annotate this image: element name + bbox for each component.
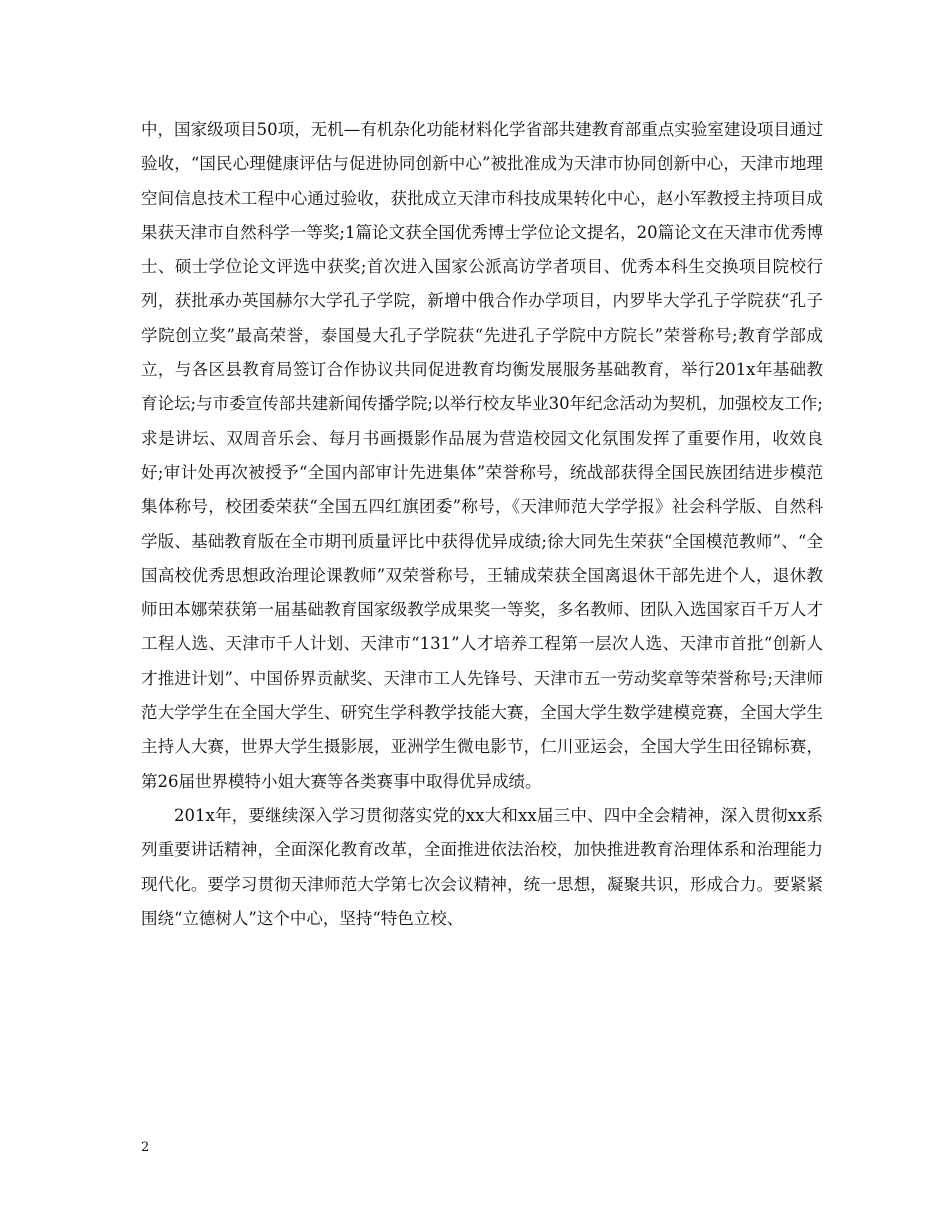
page-number: 2 [141,1140,150,1155]
paragraph-achievements: 中，国家级项目50项，无机—有机杂化功能材料化学省部共建教育部重点实验室建设项目通过验收，“国民心理健康评估与促进协同创新中心”被批准成为天津市协同创新中心，天津市地理空间信息技术工程中心通过验收，获批成立天津市科技成果转化中心，赵小军教授主持项目成果获天津市自然科学一等奖;1篇论文获全国优秀博士学位论文提名，20篇论文在天津市优秀博士、硕士学位论文评选中获奖;首次进入国家公派高访学者项目、优秀本科生交换项目院校行列，获批承办英国赫尔大学孔子学院，新增中俄合作办学项目，内罗毕大学孔子学院获“孔子学院创立奖”最高荣誉，泰国曼大孔子学院获“先进孔子学院中方院长”荣誉称号;教育学部成立，与各区县教育局签订合作协议共同促进教育均衡发展服务基础教育，举行201x年基础教育论坛;与市委宣传部共建新闻传播学院;以举行校友毕业30年纪念活动为契机，加强校友工作;求是讲坛、双周音乐会、每月书画摄影作品展为营造校园文化氛围发挥了重要作用，收效良好;审计处再次被授予“全国内部审计先进集体”荣誉称号，统战部获得全国民族团结进步模范集体称号，校团委荣获“全国五四红旗团委”称号，《天津师范大学学报》社会科学版、自然科学版、基础教育版在全市期刊质量评比中获得优异成绩;徐大同先生荣获“全国模范教师”、“全国高校优秀思想政治理论课教师”双荣誉称号，王辅成荣获全国离退休干部先进个人，退休教师田本娜荣获第一届基础教育国家级教学成果奖一等奖，多名教师、团队入选国家百千万人才工程人选、天津市千人计划、天津市“131”人才培养工程第一层次人选、天津市首批“创新人才推进计划”、中国侨界贡献奖、天津市工人先锋号、天津市五一劳动奖章等荣誉称号;天津师范大学学生在全国大学生、研究生学科教学技能大赛，全国大学生数学建模竞赛，全国大学生主持人大赛，世界大学生摄影展，亚洲学生微电影节，仁川亚运会，全国大学生田径锦标赛，第26届世界模特小姐大赛等各类赛事中取得优异成绩。 [141,120,823,791]
body-text [141,113,823,936]
paragraph-plans: 201x年，要继续深入学习贯彻落实党的xx大和xx届三中、四中全会精神，深入贯彻xx系列重要讲话精神，全面深化教育改革，全面推进依法治校，加快推进教育治理体系和治理能力现代化。要学习贯彻天津师范大学第七次会议精神，统一思想，凝聚共识，形成合力。要紧紧围绕“立德树人”这个中心，坚持“特色立校、 [141,805,823,928]
